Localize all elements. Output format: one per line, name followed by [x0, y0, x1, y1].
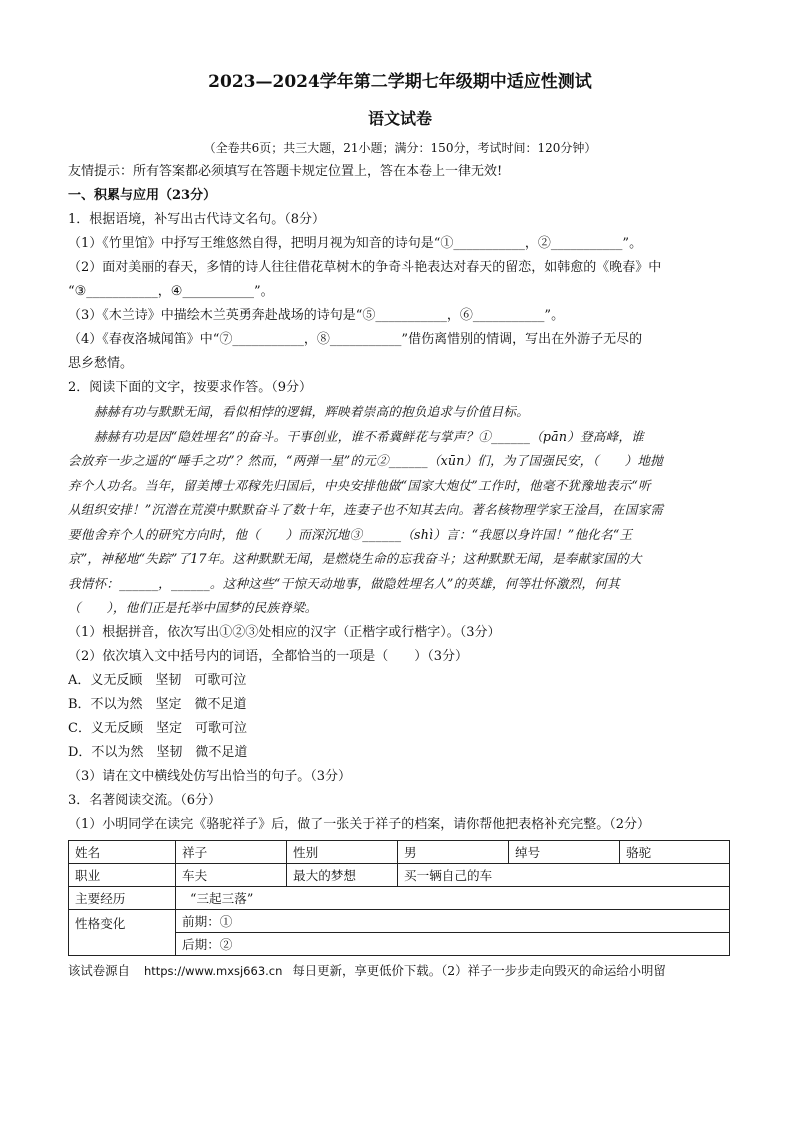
question-1-line-3: “③___________，④___________”。 [68, 284, 274, 299]
question-1-line-1: （1）《竹里馆》中抒写王维悠然自得，把明月视为知音的诗句是“①___________，②___________”。 [68, 236, 643, 251]
passage-line: 京”，神秘地“失踪”了17年。这种默默无闻，是燃烧生命的忘我奋斗；这种默默无闻，是奉献家国的大 [68, 551, 642, 566]
profile-table [68, 840, 730, 956]
table-row [69, 909, 730, 932]
passage-line: 弃个人功名。当年，留美博士邓稼先归国后，中央安排他做“国家大炮仗”工作时，他毫不犹豫地表示“听 [68, 477, 651, 493]
option-b: B．不以为然 坚定 微不足道 [68, 696, 247, 712]
passage-line: 赫赫有功是因“隐姓埋名”的奋斗。干事创业，谁不希冀鲜花与掌声？①______（pān）登高峰，谁 [94, 428, 644, 444]
question-1-line-5: （4）《春夜洛城闻笛》中“⑦___________，⑧___________”借伤离惜别的情调，写出在外游子无尽的 [68, 332, 643, 347]
table-cell: 车夫 [176, 863, 287, 886]
table-cell: 职业 [69, 863, 176, 886]
table-cell: 性格变化 [69, 909, 176, 955]
table-cell: 男 [398, 840, 509, 863]
exam-notice: 友情提示：所有答案都必须填写在答题卡规定位置上，答在本卷上一律无效! [68, 164, 503, 179]
passage-line: 从组织安排！”沉潜在荒漠中默默奋斗了数十年，连妻子也不知其去向。著名核物理学家王淦昌，在国家需 [68, 502, 664, 517]
exam-title: 2023—2024学年第二学期七年级期中适应性测试 [208, 72, 592, 92]
question-1-title: 1．根据语境，补写出古代诗文名句。（8分） [68, 212, 326, 227]
question-3-sub-1: （1）小明同学在读完《骆驼祥子》后，做了一张关于祥子的档案，请你帮他把表格补充完整。（2分） [68, 816, 651, 832]
table-row [69, 840, 730, 863]
passage-line: （ ），他们正是托举中国梦的民族脊梁。 [68, 600, 318, 615]
exam-info: （全卷共6页；共三大题，21小题；满分：150分，考试时间：120分钟） [203, 141, 597, 155]
exam-page [68, 70, 732, 984]
table-cell: 绰号 [509, 840, 620, 863]
question-1-line-4: （3）《木兰诗》中描绘木兰英勇奔赴战场的诗句是“⑤___________，⑥___________”。 [68, 308, 565, 323]
option-d: D．不以为然 坚韧 微不足道 [68, 744, 248, 760]
table-row [69, 863, 730, 886]
footer-rest: 每日更新，享更低价下载。（2）祥子一步步走向毁灭的命运给小明留 [292, 962, 666, 978]
table-cell: “三起三落” [176, 886, 730, 909]
table-cell: 主要经历 [69, 886, 176, 909]
exam-subtitle: 语文试卷 [367, 109, 432, 128]
option-c: C．义无反顾 坚定 可歌可泣 [68, 720, 247, 736]
table-cell: 性别 [287, 840, 398, 863]
question-2-sub-1: （1）根据拼音，依次写出①②③处相应的汉字（正楷字或行楷字）。（3分） [68, 624, 501, 640]
passage-line: 我情怀：______，______。这种这些“干惊天动地事，做隐姓埋名人”的英雄，何等壮怀激烈，何其 [68, 575, 620, 591]
table-cell: 骆驼 [620, 840, 730, 863]
table-cell: 买一辆自己的车 [398, 863, 730, 886]
question-1-line-2: （2）面对美丽的春天，多情的诗人往往借花草树木的争奇斗艳表达对春天的留恋，如韩愈的《晚春》中 [68, 260, 662, 275]
section-heading: 一、积累与应用（23分） [68, 188, 217, 203]
question-1-line-6: 思乡愁情。 [68, 356, 134, 371]
reading-passage [68, 400, 732, 621]
table-cell: 前期：① [176, 909, 730, 932]
question-2-title: 2．阅读下面的文字，按要求作答。（9分） [68, 380, 313, 395]
table-cell: 姓名 [69, 840, 176, 863]
table-cell: 最大的梦想 [287, 863, 398, 886]
question-3-title: 3．名著阅读交流。（6分） [68, 792, 222, 808]
footer-url[interactable]: https://www.mxsj663.cn [143, 963, 283, 978]
footer-source: 该试卷源自 [68, 962, 130, 978]
option-a: A．义无反顾 坚韧 可歌可泣 [68, 672, 247, 688]
passage-line: 赫赫有功与默默无闻，看似相悖的逻辑，辉映着崇高的抱负追求与价值目标。 [94, 404, 529, 419]
passage-line: 要他舍弃个人的研究方向时，他（ ）而深沉地③______（shì）言：“我愿以身许国！”他化名“王 [68, 526, 633, 542]
table-cell: 祥子 [176, 840, 287, 863]
question-2-sub-3: （3）请在文中横线处仿写出恰当的句子。（3分） [68, 768, 352, 784]
passage-line: 会放弃一步之遥的“唾手之功”？然而，“两弹一星”的元②______（xūn）们，为了国强民安，（ ）地抛 [68, 453, 663, 468]
page-footer [68, 958, 732, 984]
question-2-sub-2: （2）依次填入文中括号内的词语，全都恰当的一项是（ ）（3分） [68, 648, 469, 664]
table-cell: 后期：② [176, 932, 730, 955]
table-row [69, 886, 730, 909]
